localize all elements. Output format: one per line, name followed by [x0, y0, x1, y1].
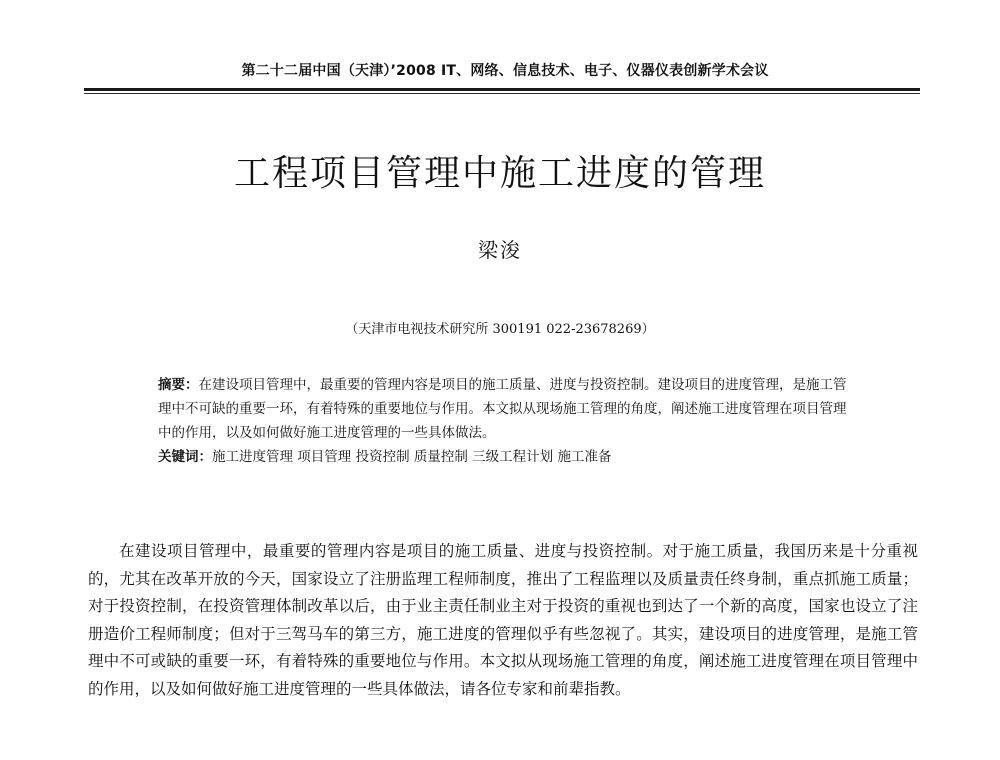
- abstract-text: 在建设项目管理中，最重要的管理内容是项目的施工质量、进度与投资控制。建设项目的进度管理，是施工管理中不可缺的重要一环，有着特殊的重要地位与作用。本文拟从现场施工管理的角度，阐述施工进度管理在项目管理中的作用，以及如何做好施工进度管理的一些具体做法。: [158, 377, 847, 441]
- author-name: 梁浚: [478, 238, 522, 262]
- header-rule-thin: [84, 93, 920, 94]
- abstract-paragraph: [158, 373, 858, 445]
- header-rule-thick: [84, 88, 920, 91]
- body-paragraph: 在建设项目管理中，最重要的管理内容是项目的施工质量、进度与投资控制。对于施工质量，我国历来是十分重视的，尤其在改革开放的今天，国家设立了注册监理工程师制度，推出了工程监理以及质量责任终身制，重点抓施工质量；对于投资控制，在投资管理体制改革以后，由于业主责任制业主对于投资的重视也到达了一个新的高度，国家也设立了注册造价工程师制度；但对于三驾马车的第三方，施工进度的管理似乎有些忽视了。其实，建设项目的进度管理，是施工管理中不可或缺的重要一环，有着特殊的重要地位与作用。本文拟从现场施工管理的角度，阐述施工进度管理在项目管理中的作用，以及如何做好施工进度管理的一些具体做法，请各位专家和前辈指教。: [88, 542, 918, 698]
- keywords-text: 施工进度管理 项目管理 投资控制 质量控制 三级工程计划 施工准备: [212, 449, 612, 465]
- paper-title: 工程项目管理中施工进度的管理: [233, 153, 766, 194]
- abstract-block: [158, 373, 858, 469]
- author-affiliation: （天津市电视技术研究所 300191 022-23678269）: [345, 322, 655, 337]
- keywords-line: [158, 445, 858, 469]
- abstract-label: 摘要：: [158, 377, 199, 393]
- keywords-label: 关键词：: [158, 449, 212, 465]
- running-header: 第二十二届中国（天津）’2008 IT、网络、信息技术、电子、仪器仪表创新学术会议: [241, 63, 769, 79]
